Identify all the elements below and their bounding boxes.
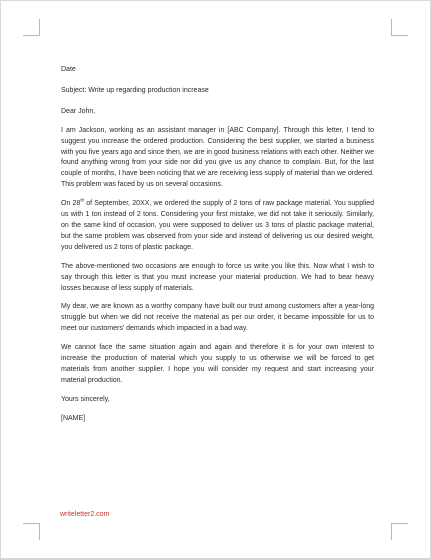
paragraph-incident — [61, 199, 374, 254]
corner-mark-top-left — [23, 19, 40, 36]
letter-date: Date — [61, 66, 76, 73]
corner-mark-bottom-left — [23, 523, 40, 540]
letter-subject: Subject: Write up regarding production increase — [61, 86, 209, 94]
letter-closing: Yours sincerely, — [61, 395, 110, 403]
paragraph-request: The above-mentioned two occasions are enough to force us write you like this. Now what I wish to say through this letter is that you must increase your material production. We had to bear heavy losses because of less supply of materials. — [61, 262, 374, 292]
corner-mark-bottom-right — [391, 523, 408, 540]
letter-body — [61, 65, 374, 433]
paragraph-warning: We cannot face the same situation again and again and therefore it is for your own interest to increase the production of material which you supply to us otherwise we will be forced to get materials from another supplier. I hope you will consider my request and start increasing your material production. — [61, 344, 374, 384]
letter-salutation: Dear John, — [61, 107, 96, 115]
paragraph-reputation: My dear, we are known as a worthy company have built our trust among customers after a year-long struggle but when we did not receive the material as per our order, it became impossible for us to meet our customers' demands which impacted in a bad way. — [61, 303, 374, 333]
corner-mark-top-right — [391, 19, 408, 36]
letter-signature: [NAME] — [61, 414, 86, 422]
paragraph-incident-rest: of September, 20XX, we ordered the supply of 2 tons of raw package material. You supplied us with 1 ton instead of 2 tons. Considering your first mistake, we did not take it seriously. Similarly, on the same kind of occasion, you were supposed to deliver us 3 tons of plastic package material, but the same problem was observed from your side and instead of delivering us our desired weight, you delivered us 2 tons of plastic package. — [61, 200, 374, 251]
website-link[interactable]: writeletter2.com — [60, 511, 110, 518]
paragraph-intro: I am Jackson, working as an assistant manager in [ABC Company]. Through this letter, I tend to suggest you increase the ordered production. Considering the best supplier, we started a business with you five years ago and since then, we are in good business relations with each other. Neither we found anything wrong from your side nor did you give us any chance to complain. But, for the last couple of months, I have been noticing that we are receiving less supply of material than we ordered. This problem was faced by us on several occasions. — [61, 126, 374, 189]
paragraph-incident-prefix: On 28 — [61, 200, 81, 208]
paragraph-incident-superscript: th — [80, 197, 85, 203]
